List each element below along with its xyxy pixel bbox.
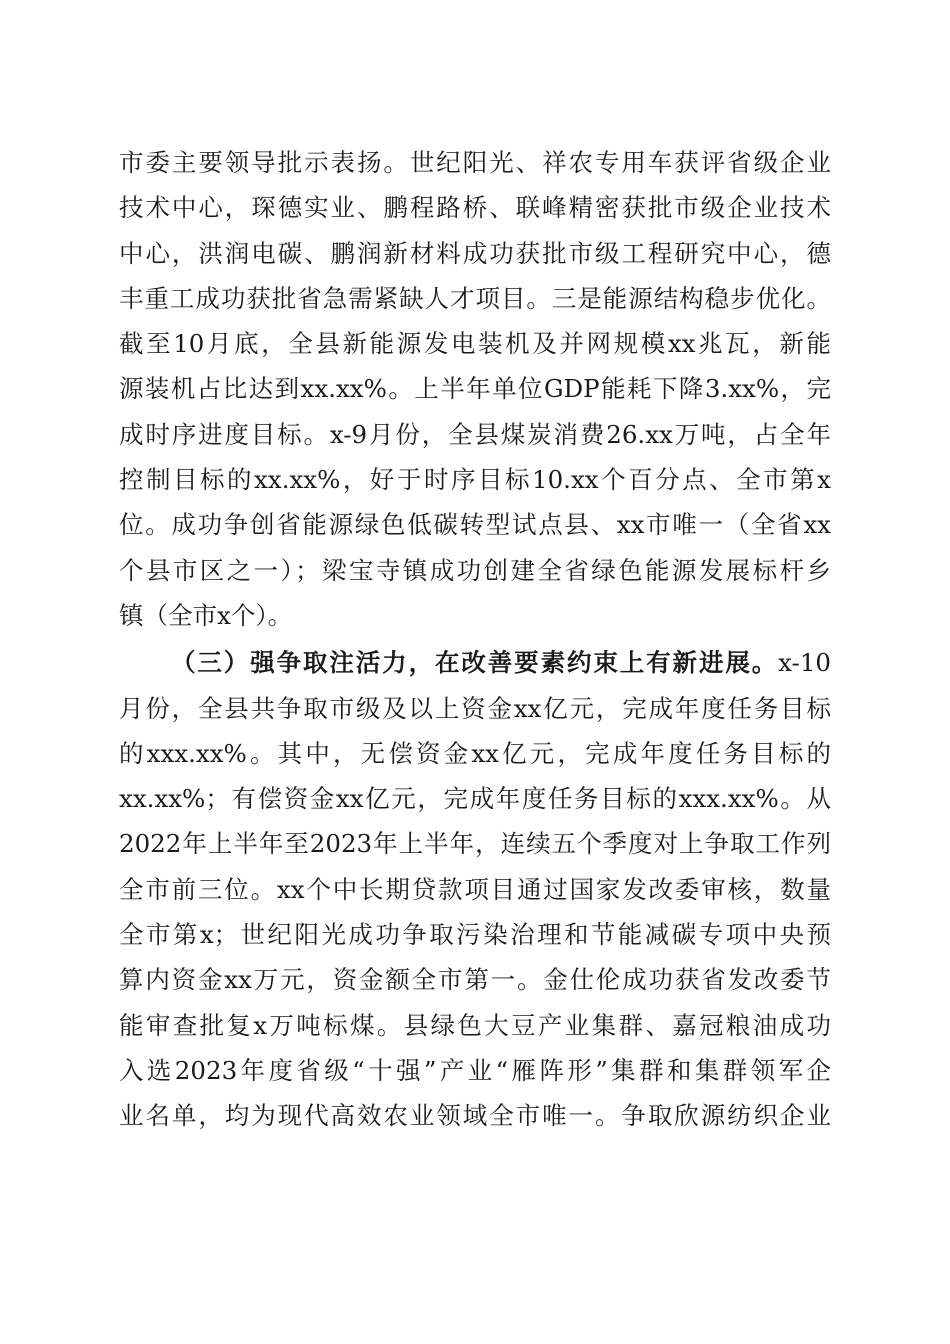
text-line: 位。成功争创省能源绿色低碳转型试点县、xx市唯一（全省xx	[119, 510, 831, 540]
text-line: 全市前三位。xx个中长期贷款项目通过国家发改委审核，数量	[119, 874, 831, 904]
text-line: 镇（全市x个）。	[119, 600, 293, 630]
text-line: 能审查批复x万吨标煤。县绿色大豆产业集群、嘉冠粮油成功	[119, 1010, 831, 1040]
text-line: 技术中心，琛德实业、鹏程路桥、联峰精密获批市级企业技术	[119, 193, 831, 223]
text-line: 中心，洪润电碳、鹏润新材料成功获批市级工程研究中心，德	[119, 238, 831, 268]
text-line: 源装机占比达到xx.xx%。上半年单位GDP能耗下降3.xx%，完	[119, 374, 831, 404]
text-line: 截至10月底，全县新能源发电装机及并网规模xx兆瓦，新能	[119, 329, 831, 359]
text-line: 全市第x；世纪阳光成功争取污染治理和节能减碳专项中央预	[119, 920, 831, 950]
body-text	[119, 140, 831, 1139]
heading-line-tail: x-10	[778, 648, 831, 678]
text-line: 入选2023年度省级“十强”产业“雁阵形”集群和集群领军企	[119, 1055, 831, 1085]
text-line: 市委主要领导批示表扬。世纪阳光、祥农专用车获评省级企业	[119, 148, 831, 177]
section-heading-line	[119, 640, 831, 685]
text-line: 丰重工成功获批省急需紧缺人才项目。三是能源结构稳步优化。	[119, 283, 831, 313]
text-line: 2022年上半年至2023年上半年，连续五个季度对上争取工作列	[119, 829, 831, 859]
text-line: 成时序进度目标。x-9月份，全县煤炭消费26.xx万吨，占全年	[119, 419, 831, 449]
section-heading: （三）强争取注活力，在改善要素约束上有新进展。	[171, 648, 779, 678]
text-line: 月份，全县共争取市级及以上资金xx亿元，完成年度任务目标	[119, 693, 831, 723]
text-line: 控制目标的xx.xx%，好于时序目标10.xx个百分点、全市第x	[119, 465, 831, 495]
text-line: 算内资金xx万元，资金额全市第一。金仕伦成功获省发改委节	[119, 965, 831, 995]
text-line: 个县市区之一）；梁宝寺镇成功创建全省绿色能源发展标杆乡	[119, 555, 831, 585]
text-line: 业名单，均为现代高效农业领域全市唯一。争取欣源纺织企业	[119, 1101, 831, 1131]
text-line: 的xxx.xx%。其中，无偿资金xx亿元，完成年度任务目标的	[119, 738, 831, 768]
text-line: xx.xx%；有偿资金xx亿元，完成年度任务目标的xxx.xx%。从	[119, 784, 831, 814]
paragraph-funding	[119, 640, 831, 1138]
paragraph-energy	[119, 140, 831, 638]
